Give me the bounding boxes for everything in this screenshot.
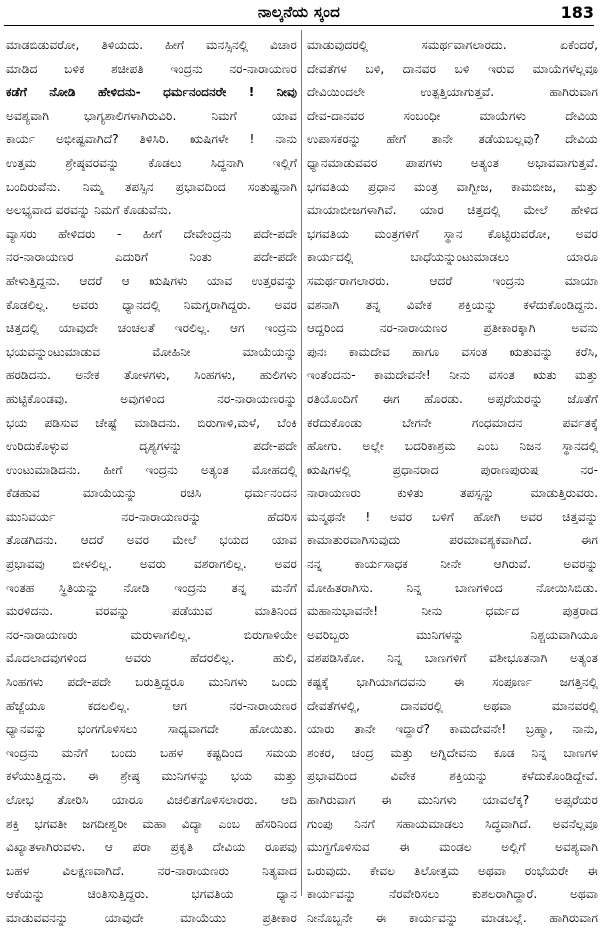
text-line: ಕಾಮಾತುರವಾಗಿಸುವುದು ಪರಮಾವಶ್ಯಕವಾಗಿದೆ. ಈಗ: [307, 533, 598, 548]
text-line: ಮೊದಲಾದವುಗಳಿಂದ ಅವರು ಹೆದರಲಿಲ್ಲ. ಹುಲಿ,: [6, 651, 297, 666]
text-line: ಮಾಡಬಿಡುವರೋ, ತಿಳಿಯದು. ಹೀಗೆ ಮನಸ್ಸಿನಲ್ಲಿ ವಿಚಾರ: [6, 38, 297, 52]
text-line: ನರ-ನಾರಾಯಣರು ಮರುಳಾಗಲಿಲ್ಲ. ಬಿರುಗಾಳಿಯೇ: [6, 627, 297, 642]
text-line: ಭಯವನ್ನುಂಟುಮಾಡುವ ಮೋಹಿನೀ ಮಾಯೆಯನ್ನು: [6, 344, 297, 359]
text-line: ಕಾರ್ಯವನ್ನು ನೆರವೇರಿಸಲು ಕುಶಲರಾಗಿದ್ದಾರೆ. ಅಥವಾ: [307, 887, 598, 902]
text-line: ಕೆಡಹುವ ಮಾಯೆಯನ್ನು ರಚಿಸಿ ಧರ್ಮನಂದನ: [6, 486, 297, 501]
text-line: ಸಿಂಹಗಳು ಪದೇ-ಪದೇ ಬರುತ್ತಿದ್ದರೂ ಮುನಿಗಳು ಒಂದು: [6, 675, 297, 690]
left-column: [6, 34, 297, 925]
text-line: ಅವರಿಬ್ಬರು ಮುನಿಗಳನ್ನು ನಿಶ್ಚಯವಾಗಿಯೂ: [307, 627, 598, 642]
text-line: ಹುಟ್ಟಿಕೊಂಡವು. ಅವುಗಳಿಂದ ನರ-ನಾರಾಯಣರನ್ನು: [6, 391, 297, 406]
text-line: ಮುಗ್ಧಗೊಳಿಸುವ ಈ ಮಂಡಲ ಅಲ್ಲಿಗೆ ಅವಶ್ಯವಾಗಿ: [307, 840, 598, 855]
text-line: ಉತ್ತಮ ಶ್ರೇಷ್ಠವರವನ್ನು ಕೊಡಲು ಸಿದ್ಧನಾಗಿ ಇಲ್ಲಿಗೆ: [6, 155, 297, 170]
text-line: ದೇವತೆಗಳಲ್ಲಿ, ದಾನವರಲ್ಲಿ ಅಥವಾ ಮಾನವರಲ್ಲಿ: [307, 698, 598, 713]
text-line: ಅವಶ್ಯವಾಗಿ ಭಾಗ್ಯಶಾಲಿಗಳಾಗಿರುವಿರಿ. ನಿಮಗೆ ಯಾವ: [6, 108, 297, 123]
text-line: ಮನ್ಮಥನೇ ! ಅವರ ಬಳಿಗೆ ಹೋಗಿ ಅವರ ಚಿತ್ತವನ್ನು: [307, 509, 598, 524]
text-line: ಶಂಕರ, ಚಂದ್ರ ಮತ್ತು ಅಗ್ನಿದೇವನು ಕೂಡ ನಿನ್ನ ಬಾಣಗಳ: [307, 745, 598, 760]
text-line: ರತಿಯೊಂದಿಗೆ ಈಗ ಹೊರಡು. ಅಪ್ಸರೆಯರನ್ನು ಜೊತೆಗೆ: [307, 391, 598, 406]
text-line: ಮಾಡುವವನನ್ನು ಯಾವುದೇ ಮಾಯೆಯು ಪ್ರತೀಕಾರ: [6, 910, 297, 925]
text-line: ಕಷ್ಟಕ್ಕೆ ಭಾಗಿಯಾಗದವನು ಈ ಸಂಪೂರ್ಣ ಜಗತ್ತಿನಲ್ಲಿ: [307, 675, 598, 690]
text-line: ದೇವ-ದಾನವರ ಸಂಬಂಧೀ ಮಾಯೆಗಳು ದೇವಿಯ: [307, 108, 598, 123]
text-line: ಕೊಡಲಿಲ್ಲ. ಅವರು ಧ್ಯಾನದಲ್ಲಿ ನಿಮಗ್ನರಾಗಿದ್ದರು. ಅವರ: [6, 297, 297, 312]
text-line: ಇಂತಹ ಸ್ಥಿತಿಯನ್ನು ನೋಡಿ ಇಂದ್ರನು ತನ್ನ ಮನೆಗೆ: [6, 580, 297, 595]
text-line: ಮಾಡುವುದರಲ್ಲಿ ಸಮರ್ಥವಾಗಲಾರದು. ಏಕೆಂದರೆ,: [307, 38, 598, 52]
text-line: ಮರಳಿದನು. ವರವನ್ನು ಪಡೆಯುವ ಮಾತಿನಿಂದ: [6, 604, 297, 619]
text-line: ಕರೆದುಕೊಂಡು ಬೇಗನೇ ಗಂಧಮಾದನ ಪರ್ವತಕ್ಕೆ: [307, 415, 598, 430]
text-line: ಭಯ ಪಡಿಸುವ ಚೇಷ್ಟೆ ಮಾಡಿದನು. ಬಿರುಗಾಳಿ,ಮಳೆ, ಬೆಂಕಿ: [6, 415, 297, 430]
text-line: ಮಹಾನುಭಾವನೇ! ನೀನು ಧರ್ಮದ ಪುತ್ರರಾದ: [307, 604, 598, 619]
text-line: ಹೋಗು. ಅಲ್ಲೇ ಬದರಿಕಾಶ್ರಮ ಎಂಬ ನಿಜನ ಸ್ಥಾನದಲ್ಲಿ: [307, 439, 598, 454]
text-line: ದೇವಿಯಿಂದಲೇ ಉತ್ಪತ್ತಿಯಾಗುತ್ತವೆ. ಹಾಗಿರುವಾಗ: [307, 85, 598, 100]
text-line: ಇಂದ್ರನು ಮನೆಗೆ ಬಂದು ಬಹಳ ಕಷ್ಟದಿಂದ ಸಮಯ: [6, 745, 297, 760]
text-line: ಮೋಹಿತರಾಗಿಸು. ನಿನ್ನ ಬಾಣಗಳಿಂದ ನೋಯಿಸಿಬಿಡು.: [307, 580, 598, 595]
text-line: ಆಕೆಯನ್ನು ಚಿಂತಿಸುತ್ತಿದ್ದರು. ಭಗವತಿಯ ಧ್ಯಾನ: [6, 887, 297, 902]
text-line: ನಾರಾಯಣರು ಕುಳಿತು ತಪಸ್ಸನ್ನು ಮಾಡುತ್ತಿರುವರು.: [307, 486, 598, 501]
text-line: ಭಗವತಿಯ ಪ್ರಧಾನ ಮಂತ್ರ ವಾಗ್ಬೀಜ, ಕಾಮಬೀಜ, ಮತ್ತು: [307, 179, 598, 194]
text-line: ಕಾರ್ಯ ಅಭೀಷ್ಟವಾಗಿದೆ? ತಿಳಿಸಿರಿ. ಋಷಿಗಳೇ ! ನಾನು: [6, 132, 297, 147]
text-line: ಧ್ಯಾನಮಾಡುವವರ ಪಾಪಗಳು ಅತ್ಯಂತ ಅಭಾವವಾಗುತ್ತವೆ.: [307, 155, 598, 170]
text-line: ಹರಡಿದನು. ಅನೇಕ ತೋಳಗಳು, ಸಿಂಹಗಳು, ಹುಲಿಗಳು: [6, 368, 297, 383]
text-line: ಹೆಜ್ಜೆಯೂ ಕದಲಲಿಲ್ಲ. ಆಗ ನರ-ನಾರಾಯಣರ: [6, 698, 297, 713]
text-line: ಚಿತ್ತದಲ್ಲಿ ಯಾವುದೇ ಚಂಚಲತೆ ಇರಲಿಲ್ಲ. ಆಗ ಇಂದ್ರನು: [6, 321, 297, 336]
text-line: ವಿಖ್ಯಾತಳಾಗಿರುವಳು. ಆ ಪರಾ ಪ್ರಕೃತಿ ದೇವಿಯ ರೂಪವು: [6, 840, 297, 855]
text-line: ಮಾಯಾಬೀಜಗಳಾಗಿವೆ. ಯಾರ ಚಿತ್ತದಲ್ಲಿ ಮೇಲೆ ಹೇಳಿದ: [307, 203, 598, 218]
column-divider: [301, 30, 302, 896]
text-line: ನೀನೊಬ್ಬನೇ ಈ ಕಾರ್ಯವನ್ನು ಮಾಡಬಲ್ಲೆ. ಹಾಗಿರುವಾಗ: [307, 910, 598, 925]
page-number: 183: [560, 3, 594, 22]
text-line: ಉಪಾಸಕರನ್ನು ಹೇಗೆ ತಾನೇ ತಡೆಯಬಲ್ಲವು? ದೇವಿಯ: [307, 132, 598, 147]
text-line: ಪ್ರಭಾವವು ಬೀಳಲಿಲ್ಲ. ಅವರು ವಶರಾಗಲಿಲ್ಲ. ಅವರ: [6, 557, 297, 572]
text-line: ಕಡೆಗೆ ನೋಡಿ ಹೇಳಿದನು- ಧರ್ಮನಂದನರೇ ! ನೀವು: [6, 85, 297, 100]
text-line: ಮುನಿವರ್ಯ ನರ-ನಾರಾಯಣರನ್ನು ಹೆದರಿಸ: [6, 509, 297, 524]
text-line: ಹೇಳುತ್ತಿದ್ದನು. ಆದರೆ ಆ ಋಷಿಗಳು ಯಾವ ಉತ್ತರವನ್ನು: [6, 273, 297, 288]
text-line: ದೇವತೆಗಳ ಬಳಿ, ದಾನವರ ಬಳಿ ಇರುವ ಮಾಯೆಗಳೆಲ್ಲವೂ: [307, 61, 598, 76]
text-line: ಭಗವತಿಯ ಮಂತ್ರಗಳಿಗೆ ಸ್ಥಾನ ಕೊಟ್ಟಿರುವರೋ, ಅವರ: [307, 226, 598, 241]
text-line: ನನ್ನ ಕಾರ್ಯಸಾಧಕ ನೀನೇ ಆಗಿರುವೆ. ಅವರನ್ನು: [307, 557, 598, 572]
header-rule: [4, 25, 594, 26]
text-line: ವ್ಯಾಸರು ಹೇಳಿದರು - ಹೀಗೆ ದೇವೇಂದ್ರನು ಪದೇ-ಪದೇ: [6, 226, 297, 241]
text-line: ಪ್ರಭಾವದಿಂದ ವಿವೇಕ ಶಕ್ತಿಯನ್ನು ಕಳೆದುಕೊಂಡಿದ್ದೇವೆ.: [307, 769, 598, 784]
text-line: ನರ-ನಾರಾಯಣರ ಎದುರಿಗೆ ನಿಂತು ಪದೇ-ಪದೇ: [6, 250, 297, 265]
text-line: ಕಳೆಯುತ್ತಿದ್ದನು. ಈ ಶ್ರೇಷ್ಠ ಮುನಿಗಳನ್ನು ಭಯ ಮತ್ತು: [6, 769, 297, 784]
text-line: ಪುನಃ ಕಾಮದೇವ ಹಾಗೂ ವಸಂತ ಋತುವನ್ನು ಕರೆಸಿ,: [307, 344, 598, 359]
chapter-title: ನಾಲ್ಕನೆಯ ಸ್ಕಂದ: [257, 3, 341, 21]
text-line: ಲೋಭ ತೋರಿಸಿ ಯಾರೂ ವಿಚಲಿತಗೊಳಿಸಲಾರರು. ಆದಿ: [6, 793, 297, 807]
text-line: ಆದ್ದರಿಂದ ನರ-ನಾರಾಯಣರ ಪ್ರತೀಕಾರಕ್ಕಾಗಿ ಅವನು: [307, 321, 598, 336]
text-line: ಕಾರ್ಯದಲ್ಲಿ ಬಾಧೆಯನ್ನುಂಟುಮಾಡಲು ಯಾರೂ: [307, 250, 598, 265]
text-line: ಯಾರು ತಾನೇ ಇದ್ದಾರೆ? ಕಾಮದೇವನೇ! ಬ್ರಹ್ಮಾ, ನಾನು,: [307, 722, 598, 737]
text-line: ಇಂತೆಂದನು- ಕಾಮದೇವನೇ! ನೀನು ವಸಂತ ಋತು ಮತ್ತು: [307, 368, 598, 383]
page-header: [4, 0, 594, 26]
text-line: ಉಂಟುಮಾಡಿದನು. ಹೀಗೆ ಇಂದ್ರನು ಅತ್ಯಂತ ಮೋಹದಲ್ಲಿ: [6, 462, 297, 477]
text-line: ಮಾಡಿದ ಬಳಿಕ ಶಚೀಪತಿ ಇಂದ್ರನು ನರ-ನಾರಾಯಣರ: [6, 61, 297, 76]
text-line: ಅಲಭ್ಯವಾದ ವರವನ್ನು ನಿಮಗೆ ಕೊಡುವೆನು.: [6, 203, 172, 218]
text-line: ಹಾಗಿರುವಾಗ ಈ ಮುನಿಗಳು ಯಾವಲೆಕ್ಕ? ಅಪ್ಸರೆಯರ: [307, 793, 598, 807]
text-line: ಉರಿದುಕೊಳ್ಳುವ ದೃಶ್ಯಗಳನ್ನು ಪದೇ-ಪದೇ: [6, 439, 297, 454]
text-line: ವಶಪಡಿಸಿಕೋ. ನಿನ್ನ ಬಾಣಗಳಿಗೆ ವಶೀಭೂತನಾಗಿ ಅತ್ಯಂತ: [307, 651, 598, 666]
text-line: ಒರುವುದು. ಕೇವಲ ತಿಲೋತ್ತಮ ಅಥವಾ ರಂಭೆಯರೇ ಈ: [307, 863, 598, 878]
text-line: ಋಷಿಗಳಲ್ಲಿ ಪ್ರಧಾನರಾದ ಪುರಾಣಪುರುಷ ನರ-: [307, 462, 598, 477]
text-line: ವಶನಾಗಿ ತನ್ನ ವಿವೇಕ ಶಕ್ತಿಯನ್ನು ಕಳೆದುಕೊಂಡಿದ್ದನು.: [307, 297, 598, 312]
text-line: ಶಕ್ತಿ ಭಗವತೀ ಜಗದೀಶ್ವರೀ ಮಹಾ ವಿದ್ಯಾ ಎಂಬ ಹೆಸರಿನಿಂದ: [6, 816, 297, 831]
text-line: ಗುಂಪು ನಿನಗೆ ಸಹಾಯಮಾಡಲು ಸಿದ್ಧವಾಗಿದೆ. ಅವನೆಲ್ಲವೂ: [307, 816, 598, 831]
right-column: [307, 34, 598, 925]
text-line: ಸಮರ್ಥರಾಗಲಾರರು. ಆದರೆ ಇಂದ್ರನು ಮಾಯಾ: [307, 273, 598, 288]
text-line: ತೊಡಗಿದನು. ಆದರೆ ಅವರ ಮೇಲೆ ಭಯದ ಯಾವ: [6, 533, 297, 548]
text-line: ಬಂದಿರುವೆನು. ನಿಮ್ಮ ತಪಸ್ಸಿನ ಪ್ರಭಾವದಿಂದ ಸಂತುಷ್ಟನಾಗಿ: [6, 179, 297, 194]
text-line: ಧ್ಯಾನವನ್ನು ಭಂಗಗೊಳಿಸಲು ಸಾಧ್ಯವಾಗದೇ ಹೋಯಿತು.: [6, 722, 297, 737]
text-line: ಬಹಳ ವಿಲಕ್ಷಣವಾಗಿದೆ. ನರ-ನಾರಾಯಣರು ನಿತ್ಯವಾದ: [6, 863, 297, 878]
